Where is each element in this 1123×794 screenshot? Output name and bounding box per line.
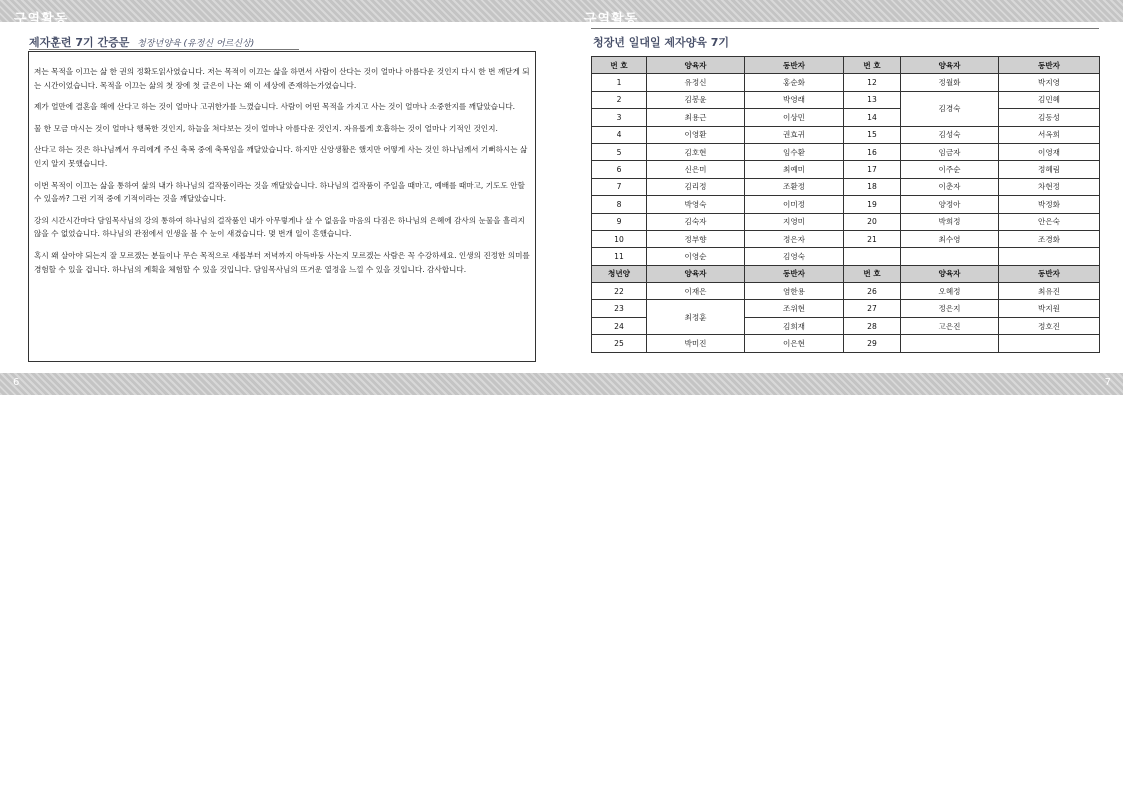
table-cell: 13 (844, 91, 901, 108)
table-cell: 지영미 (745, 213, 844, 230)
table-cell: 박지영 (999, 74, 1100, 91)
table-cell: 26 (844, 283, 901, 300)
table-cell: 9 (592, 213, 647, 230)
table-cell: 23 (592, 300, 647, 317)
roster-table (591, 56, 1100, 353)
testimony-paragraph: 이번 목적이 이끄는 삶을 통하여 삶의 내가 하나님의 걸작품이라는 것을 깨달았습니다. 하나님의 걸작품이 주일을 때마고, 예배를 때마고, 기도도 안할 수 있을까? 그런 기적 중에 기적이라는 것을 깨달았습니다. (34, 180, 525, 204)
table-cell: 김숙자 (647, 213, 745, 230)
table-cell: 박미진 (647, 335, 745, 352)
table-cell: 22 (592, 283, 647, 300)
table-row (592, 126, 1100, 143)
column-header: 동반자 (999, 57, 1100, 74)
testimony-paragraph: 물 한 모금 마시는 것이 얼마나 행복한 것인지, 하늘을 쳐다보는 것이 얼마나 아름다운 것인지. 자유롭게 호흡하는 것이 얼마나 기적인 것인지. (34, 123, 498, 133)
right-section-title: 구역활동 (584, 12, 639, 27)
table-cell: 2 (592, 91, 647, 108)
table-cell: 김민혜 (999, 91, 1100, 108)
column-header: 동반자 (745, 265, 844, 282)
table-cell (999, 335, 1100, 352)
column-header: 동반자 (745, 57, 844, 74)
left-section-title: 구역활동 (14, 12, 69, 27)
table-cell: 김호현 (647, 143, 745, 160)
table-cell: 19 (844, 196, 901, 213)
table-cell: 임수환 (745, 143, 844, 160)
testimony-paragraph: 강의 시간시간마다 담임목사님의 강의 통하여 하나님의 걸작품인 내가 아무렇게나 살 수 없음을 마음의 다짐은 하나님의 은혜에 감사의 눈물을 흘리지 않을 수 없었습니다. 하나님의 관점에서 인생을 볼 수 눈이 새겼습니다. 몇 번개 일이 흔했습니다. (34, 215, 525, 239)
table-cell: 김동성 (999, 109, 1100, 126)
table-cell: 정호진 (999, 317, 1100, 334)
table-row (592, 213, 1100, 230)
table-cell: 최예미 (745, 161, 844, 178)
table-cell: 11 (592, 248, 647, 265)
column-header: 동반자 (999, 265, 1100, 282)
column-header: 양육자 (901, 57, 999, 74)
table-cell: 김성숙 (901, 126, 999, 143)
table-cell: 28 (844, 317, 901, 334)
table-cell: 25 (592, 335, 647, 352)
table-header-row (592, 265, 1100, 282)
table-cell: 이미정 (745, 196, 844, 213)
table-row (592, 335, 1100, 352)
table-cell: 27 (844, 300, 901, 317)
table-cell: 16 (844, 143, 901, 160)
table-cell: 홍순화 (745, 74, 844, 91)
table-row (592, 178, 1100, 195)
table-cell: 7 (592, 178, 647, 195)
testimony-title: 제자훈련 7기 간증문 (29, 36, 130, 49)
table-row (592, 196, 1100, 213)
table-cell: 14 (844, 109, 901, 126)
table-cell: 조환정 (745, 178, 844, 195)
table-cell: 정은자 (745, 230, 844, 247)
table-cell: 권효귀 (745, 126, 844, 143)
table-cell: 김리정 (647, 178, 745, 195)
column-header: 양육자 (647, 57, 745, 74)
table-cell: 20 (844, 213, 901, 230)
left-page-title (29, 34, 254, 50)
table-cell: 조위현 (745, 300, 844, 317)
table-cell: 8 (592, 196, 647, 213)
table-cell: 이주순 (901, 161, 999, 178)
table-cell: 3 (592, 109, 647, 126)
table-row (592, 283, 1100, 300)
column-header: 양육자 (647, 265, 745, 282)
table-cell: 염한용 (745, 283, 844, 300)
table-cell: 임금자 (901, 143, 999, 160)
table-cell-merged: 최정훈 (647, 300, 745, 335)
left-page-number: 6 (13, 377, 20, 388)
testimony-subtitle: 청장년양육 (유정신 어르신상) (137, 39, 255, 49)
header-band (0, 0, 1123, 27)
table-header-row (592, 57, 1100, 74)
table-cell: 조경화 (999, 230, 1100, 247)
table-row (592, 248, 1100, 265)
table-cell: 최용근 (647, 109, 745, 126)
table-cell: 24 (592, 317, 647, 334)
table-row (592, 143, 1100, 160)
table-cell: 서옥희 (999, 126, 1100, 143)
table-cell: 양정아 (901, 196, 999, 213)
table-cell: 최수영 (901, 230, 999, 247)
table-cell: 18 (844, 178, 901, 195)
table-cell: 최유진 (999, 283, 1100, 300)
table-cell: 고은진 (901, 317, 999, 334)
table-cell: 이춘자 (901, 178, 999, 195)
table-cell: 21 (844, 230, 901, 247)
table-cell: 이영재 (999, 143, 1100, 160)
table-row (592, 109, 1100, 126)
roster-title: 청장년 일대일 제자양육 7기 (593, 36, 730, 49)
table-cell: 정월화 (901, 74, 999, 91)
table-row (592, 91, 1100, 108)
testimony-paragraph: 제가 얼만에 결혼을 해에 산다고 하는 것이 얼마나 고귀한가를 느꼈습니다. 사람이 어떤 목적을 가지고 사는 것이 얼마나 소중한지를 깨달았습니다. (34, 102, 516, 112)
table-cell: 정혜림 (999, 161, 1100, 178)
table-cell: 29 (844, 335, 901, 352)
testimony-paragraph: 산다고 하는 것은 하나님께서 우리에게 주신 축복 중에 축복임을 깨달았습니다. 하지만 신앙생활은 했지만 어떻게 사는 것인 하나님께서 기뻐하시는 삶인지 알지 못했습니다. (34, 145, 528, 168)
table-cell: 박영래 (745, 91, 844, 108)
table-cell: 17 (844, 161, 901, 178)
table-cell: 1 (592, 74, 647, 91)
table-cell: 15 (844, 126, 901, 143)
table-row (592, 161, 1100, 178)
table-cell: 김봉윤 (647, 91, 745, 108)
table-cell (901, 248, 999, 265)
table-cell: 정은지 (901, 300, 999, 317)
table-cell: 안은숙 (999, 213, 1100, 230)
footer-band (0, 373, 1123, 395)
column-header: 번 호 (844, 57, 901, 74)
table-cell: 이상민 (745, 109, 844, 126)
table-cell-merged: 김경숙 (901, 91, 999, 126)
table-cell (999, 248, 1100, 265)
testimony-paragraph: 혹시 왜 살아야 되는지 잘 모르겠는 분들이나 무슨 목적으로 새롭부터 저녁까지 아득바둥 사는지 모르겠는 사람은 꼭 수강하세요. 인생의 진정한 의미를 경험할 수 있을 겁니다. 하나님의 계획을 체험할 수 있을 것입니다. 담임목사님의 뜨거운 열정을 느낄 수 있을 것입니다. 감사합니다. (34, 250, 530, 274)
table-cell: 이영환 (647, 126, 745, 143)
left-title-underline (29, 49, 299, 50)
testimony-paragraph: 저는 목적을 이끄는 삶 한 권의 정확도읽사였습니다. 저는 목적이 이끄는 삶을 하면서 사람이 산다는 것이 얼마나 아름다운 것인지 다시 한 번 깨닫게 되는 시간이었습니다. 목적을 이끄는 삶의 첫 장에 첫 글은이 나는 왜 이 세상에 존재하는가였습니다. (34, 67, 530, 90)
testimony-box (28, 51, 536, 362)
table-cell (844, 248, 901, 265)
column-header: 번 호 (592, 57, 647, 74)
table-cell: 이은현 (745, 335, 844, 352)
right-header-rule (591, 28, 1099, 29)
table-cell: 6 (592, 161, 647, 178)
table-cell: 유정신 (647, 74, 745, 91)
table-cell: 김영숙 (745, 248, 844, 265)
table-row (592, 300, 1100, 317)
right-page-number: 7 (1104, 377, 1111, 388)
table-cell: 박정화 (999, 196, 1100, 213)
table-cell: 이영순 (647, 248, 745, 265)
table-cell: 12 (844, 74, 901, 91)
column-header: 청년양 (592, 265, 647, 282)
table-cell: 신은미 (647, 161, 745, 178)
table-cell: 정부향 (647, 230, 745, 247)
table-row (592, 230, 1100, 247)
table-cell: 박지원 (999, 300, 1100, 317)
table-cell: 5 (592, 143, 647, 160)
table-cell: 김희재 (745, 317, 844, 334)
column-header: 양육자 (901, 265, 999, 282)
table-cell: 10 (592, 230, 647, 247)
table-cell: 이재은 (647, 283, 745, 300)
table-cell: 박영숙 (647, 196, 745, 213)
table-cell: 차현정 (999, 178, 1100, 195)
table-cell (901, 335, 999, 352)
table-cell: 박희정 (901, 213, 999, 230)
table-row (592, 74, 1100, 91)
table-cell: 오혜정 (901, 283, 999, 300)
table-cell: 4 (592, 126, 647, 143)
column-header: 번 호 (844, 265, 901, 282)
